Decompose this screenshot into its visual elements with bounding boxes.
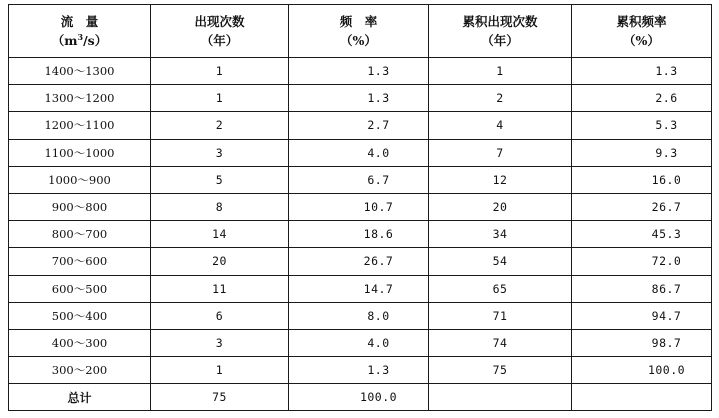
total-row: [9, 384, 712, 411]
cell-range: 600～500: [9, 275, 151, 302]
cell-cumulative-count: 2: [429, 85, 572, 112]
header-flow-unit-pre: （m: [51, 33, 78, 48]
cell-frequency: 1.3: [289, 85, 429, 112]
cell-cumulative-frequency: 72.0: [572, 248, 712, 275]
header-flow-title: 流 量: [60, 14, 99, 29]
cell-range: 900～800: [9, 193, 151, 220]
table-row: [9, 248, 712, 275]
header-frequency: [289, 5, 429, 58]
cell-count: 1: [151, 58, 289, 85]
header-cumulative-count-unit: （年）: [481, 33, 519, 48]
cell-total-frequency: 100.0: [289, 384, 429, 411]
table-row: [9, 112, 712, 139]
cell-count: 20: [151, 248, 289, 275]
table-row: [9, 329, 712, 356]
table-row: [9, 221, 712, 248]
cell-cumulative-frequency: 100.0: [572, 357, 712, 384]
cell-frequency: 10.7: [289, 193, 429, 220]
cell-range: 400～300: [9, 329, 151, 356]
cell-count: 8: [151, 193, 289, 220]
cell-cumulative-count: 12: [429, 166, 572, 193]
header-frequency-unit: （%）: [340, 33, 377, 48]
cell-frequency: 26.7: [289, 248, 429, 275]
cell-cumulative-count: 20: [429, 193, 572, 220]
cell-cumulative-count: 75: [429, 357, 572, 384]
header-flow: [9, 5, 151, 58]
flow-frequency-table: [8, 4, 712, 411]
cell-count: 3: [151, 139, 289, 166]
cell-cumulative-count: 54: [429, 248, 572, 275]
table-row: [9, 139, 712, 166]
table-header: [9, 5, 712, 58]
cell-range: 800～700: [9, 221, 151, 248]
cell-frequency: 1.3: [289, 357, 429, 384]
cell-count: 5: [151, 166, 289, 193]
cell-cumulative-frequency: 98.7: [572, 329, 712, 356]
cell-frequency: 14.7: [289, 275, 429, 302]
cell-range: 500～400: [9, 302, 151, 329]
table-row: [9, 85, 712, 112]
cell-range: 300～200: [9, 357, 151, 384]
table-row: [9, 357, 712, 384]
header-cumulative-frequency-title: 累积频率: [616, 14, 667, 29]
header-frequency-title: 频 率: [339, 14, 378, 29]
table-row: [9, 58, 712, 85]
cell-frequency: 18.6: [289, 221, 429, 248]
cell-count: 14: [151, 221, 289, 248]
cell-count: 3: [151, 329, 289, 356]
cell-cumulative-count: 65: [429, 275, 572, 302]
cell-cumulative-frequency: 1.3: [572, 58, 712, 85]
header-cumulative-count: [429, 5, 572, 58]
header-count: [151, 5, 289, 58]
cell-frequency: 1.3: [289, 58, 429, 85]
cell-count: 1: [151, 357, 289, 384]
table-body: [9, 58, 712, 411]
header-cumulative-frequency-unit: （%）: [623, 33, 660, 48]
header-cumulative-count-title: 累积出现次数: [462, 14, 538, 29]
header-flow-unit: [9, 31, 150, 50]
cell-cumulative-count: 34: [429, 221, 572, 248]
header-cumulative-frequency: [572, 5, 712, 58]
cell-frequency: 4.0: [289, 139, 429, 166]
table-row: [9, 275, 712, 302]
cell-cumulative-frequency: 16.0: [572, 166, 712, 193]
header-count-title: 出现次数: [194, 14, 245, 29]
cell-total-count: 75: [151, 384, 289, 411]
cell-count: 1: [151, 85, 289, 112]
header-flow-unit-sup: 3: [77, 31, 84, 42]
cell-count: 2: [151, 112, 289, 139]
cell-cumulative-frequency: 45.3: [572, 221, 712, 248]
table-row: [9, 166, 712, 193]
cell-range: 1000～900: [9, 166, 151, 193]
cell-cumulative-frequency: 86.7: [572, 275, 712, 302]
cell-range: 1200～1100: [9, 112, 151, 139]
cell-count: 11: [151, 275, 289, 302]
cell-range: 1400～1300: [9, 58, 151, 85]
cell-cumulative-frequency: 2.6: [572, 85, 712, 112]
cell-total-label: 总计: [9, 384, 151, 411]
cell-cumulative-count: 71: [429, 302, 572, 329]
cell-frequency: 6.7: [289, 166, 429, 193]
cell-range: 700～600: [9, 248, 151, 275]
cell-cumulative-count: 74: [429, 329, 572, 356]
cell-cumulative-frequency: 9.3: [572, 139, 712, 166]
cell-cumulative-count: 1: [429, 58, 572, 85]
header-row: [9, 5, 712, 58]
cell-frequency: 4.0: [289, 329, 429, 356]
cell-total-cumulative-frequency: [572, 384, 712, 411]
cell-cumulative-count: 7: [429, 139, 572, 166]
cell-total-cumulative-count: [429, 384, 572, 411]
table-row: [9, 302, 712, 329]
cell-cumulative-frequency: 94.7: [572, 302, 712, 329]
cell-count: 6: [151, 302, 289, 329]
cell-cumulative-frequency: 5.3: [572, 112, 712, 139]
cell-frequency: 8.0: [289, 302, 429, 329]
cell-cumulative-count: 4: [429, 112, 572, 139]
cell-range: 1100～1000: [9, 139, 151, 166]
table-row: [9, 193, 712, 220]
cell-range: 1300～1200: [9, 85, 151, 112]
cell-frequency: 2.7: [289, 112, 429, 139]
header-flow-unit-post: /s）: [83, 33, 108, 48]
cell-cumulative-frequency: 26.7: [572, 193, 712, 220]
header-count-unit: （年）: [200, 33, 239, 48]
